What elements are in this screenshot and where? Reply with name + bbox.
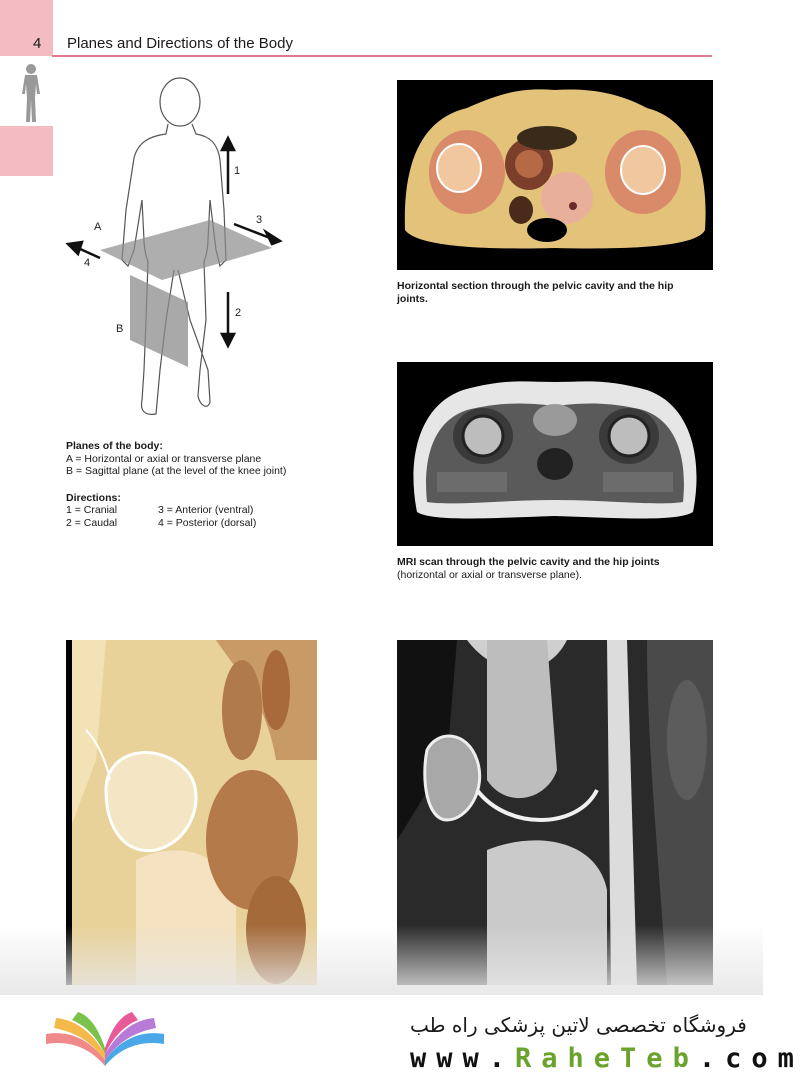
page-number: 4 — [33, 35, 42, 52]
body-planes-figure — [60, 70, 300, 435]
label-plane-a: A — [94, 221, 102, 233]
horizontal-section-photo — [397, 80, 713, 270]
directions-heading: Directions: — [66, 491, 121, 504]
header-tab — [0, 0, 53, 56]
side-tab — [0, 126, 53, 176]
legend-plane-b: B = Sagittal plane (at the level of the knee joint) — [66, 465, 287, 477]
website-url[interactable]: www.RaheTeb.com — [410, 1043, 804, 1074]
planes-heading: Planes of the body: — [66, 440, 163, 452]
mri-caption: MRI scan through the pelvic cavity and the hip joints (horizontal or axial or transverse plane). — [397, 556, 660, 581]
sagittal-plane — [130, 275, 188, 367]
store-name: فروشگاه تخصصی لاتین پزشکی راه طب — [410, 1013, 747, 1037]
mri-horizontal-photo — [397, 362, 713, 546]
book-logo-icon — [40, 1010, 170, 1068]
header-rule — [52, 55, 712, 57]
footer-fade — [0, 925, 763, 995]
label-direction-4: 4 — [84, 257, 91, 269]
body-thumbnail-icon — [16, 62, 46, 124]
label-direction-2: 2 — [235, 307, 242, 319]
direction-item: 2 = Caudal — [66, 516, 118, 529]
legend-plane-a: A = Horizontal or axial or transverse plane — [66, 452, 262, 465]
direction-item: 1 = Cranial — [66, 504, 118, 516]
figure-legend — [66, 440, 298, 529]
horizontal-section-caption: Horizontal section through the pelvic cavity and the hip joints. — [397, 280, 674, 305]
label-direction-1: 1 — [234, 165, 241, 177]
direction-item: 3 = Anterior (ventral) — [158, 504, 254, 516]
direction-item: 4 = Posterior (dorsal) — [158, 516, 257, 529]
page-title: Planes and Directions of the Body — [67, 35, 293, 52]
label-plane-b: B — [116, 323, 124, 335]
label-direction-3: 3 — [256, 214, 263, 226]
